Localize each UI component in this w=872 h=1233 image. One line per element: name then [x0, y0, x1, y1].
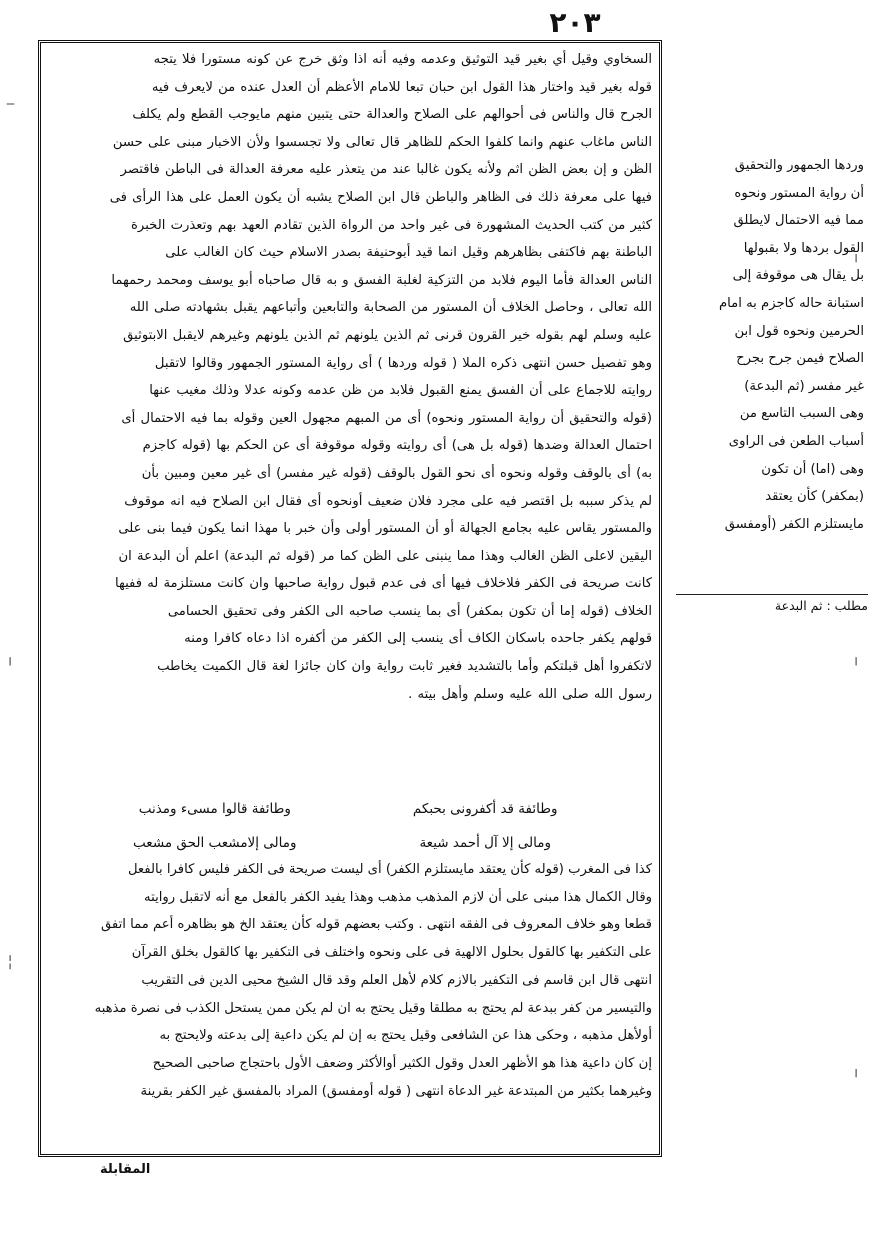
text-line: أولأهل مذهبه ، وحكى هذا عن الشافعى وقيل يحتج به إن لم يكن داعية إلى بدعته ولايحتج به: [159, 1028, 652, 1044]
margin-heading-note: مطلب : ثم البدعة: [774, 598, 868, 613]
text-line: (قوله والتحقيق أن رواية المستور ونحوه) أى من المبهم مجهول العين وقوله بما فيه الاحتمال أى: [121, 410, 652, 426]
margin-line: مما فيه الاحتمال لايطلق: [733, 213, 864, 229]
main-text-block: [46, 46, 652, 708]
text-line: احتمال العدالة وضدها (قوله بل هى) أى روايته وقوله موقوفة أى عن الحكم بها (قوله كاجزم: [142, 438, 652, 454]
text-line: الباطنة بهم فاكتفى بظاهرهم وقيل انما قيد أبوحنيفة بصدر الاسلام حيث كان الغالب على: [165, 245, 652, 261]
text-line: فيها على معرفة ذلك فى الظاهر والباطن قال ابن الصلاح يشبه أن يكون العمل على هذا الرأى فى: [109, 189, 652, 205]
text-line: الخلاف (قوله إما أن تكون بمكفر) أى بما ينسب صاحبه الى الكفر وفى تحقيق الحسامى: [167, 603, 652, 619]
margin-line: بل يقال هى موقوفة إلى: [732, 268, 864, 284]
text-line: إن كان داعية هذا هو الأظهر العدل وقول الكثير أوالأكثر وضعف الأول باحتجاج صاحبى الصحيح: [152, 1055, 652, 1071]
text-line: الله تعالى ، وحاصل الخلاف أن المستور من الصحابة والتابعين وأتباعهم يقبل بشهادته صلى الله: [129, 300, 652, 316]
margin-line: أن رواية المستور ونحوه: [734, 185, 864, 201]
text-line: وقال الكمال هذا مبنى على أن لازم المذهب مذهب وهذا يفيد الكفر بالفعل مع أنه لاتقبل روايته: [144, 889, 652, 905]
poem-verse: [90, 795, 610, 823]
margin-line: مايستلزم الكفر (أومفسق: [724, 516, 864, 532]
scan-mark: ╵: [852, 255, 861, 271]
margin-line: أسباب الطعن فى الراوى: [728, 433, 864, 449]
scan-mark: ‒: [6, 96, 15, 112]
margin-line: القول بردها ولا بقبولها: [743, 240, 864, 256]
catchword: المقابلة: [100, 1162, 151, 1177]
text-line: لم يذكر سببه بل اقتصر فيه على مجرد فلان ضعيف أونحوه أى فقال ابن الصلاح فيه انه موقوف: [124, 493, 652, 509]
scan-mark: ╎: [6, 955, 15, 971]
margin-line: وردها الجمهور والتحقيق: [734, 158, 864, 173]
text-line: وغيرهما بكثير من المبتدعة غير الدعاة انتهى ( قوله أومفسق) المراد بالمفسق غير الكفر بقرينة: [140, 1083, 652, 1099]
text-line: اليقين لاعلى الظن الغالب وهذا مما ينبنى على الظن كما مر (قوله ثم البدعة) اعلم أن البدعة ان: [118, 548, 652, 564]
text-line: كثير من كتب الحديث المشهورة فى غير واحد من الرواة الذين تقادم العهد بهم وتعذرت الخبرة: [131, 217, 652, 233]
margin-line: وهى السبب التاسع من: [739, 406, 864, 422]
main-text-continuation: [46, 856, 652, 1105]
text-line: الجرح قال والناس فى أحوالهم على الصلاح والعدالة حتى يتبين منهم مايوجب القطع ولم يكلف: [132, 107, 652, 123]
text-line: به) أى بالوقف وقوله ونحوه أى نحو القول بالوقف (قوله غير مفسر) أى غير معين ومبين بأن: [141, 465, 652, 481]
text-line: روايته للاجماع على أن الفسق يمنع القبول فلابد من ظن عدمه وكونه عدلا وذلك مغيب عنها: [149, 383, 652, 399]
text-line: لاتكفروا أهل قبلتكم وأما بالتشديد فغير ثابت رواية وان كان جائزا لغة قال الكميت يخاطب: [157, 659, 652, 675]
poem-hemistich-second: وطائفة قالوا مسىء ومذنب: [138, 801, 291, 817]
text-line: الناس العدالة فأما اليوم فلابد من التزكية لغلبة الفسق و به قال صاحباه أبو يوسف ومحمد رحمهما: [111, 272, 652, 288]
text-line: قطعا وهو خلاف المعروف فى الفقه انتهى . وكتب بعضهم قوله كأن يعتقد الخ هو بظاهره أعم مما اتفق: [100, 917, 652, 933]
text-line: قولهم يكفر جاحده باسكان الكاف أى ينسب إلى الكفر من أكفره اذا دعاه كافرا ومنه: [184, 631, 652, 647]
margin-text-block: [676, 152, 864, 538]
poem-block: [90, 795, 610, 857]
page-number: ٢٠٣: [549, 6, 601, 39]
text-line: الناس ماغاب عنهم وانما كلفوا الحكم للظاهر قال تعالى ولا تجسسوا ولأن الاخبار مبنى على حسن: [112, 134, 652, 150]
scan-mark: ╷: [6, 650, 15, 666]
text-line: قوله بغير قيد واختار هذا القول ابن حبان تبعا للامام الأعظم أن العدل عنده من لايعرف فيه: [151, 79, 652, 95]
text-line: عليه وسلم لهم بقوله خير القرون قرنى ثم الذين يلونهم ثم الذين يلونهم وغيرهم لايقبل الابتوثيق: [123, 327, 652, 343]
poem-hemistich-first: وطائفة قد أكفرونى بحبكم: [412, 801, 558, 817]
text-line: كانت صريحة فى الكفر فلاخلاف فيها أى فى عدم قبول رواية صاحبها وان كانت مستلزمة له ففيها: [114, 576, 652, 592]
margin-divider: [676, 594, 868, 595]
text-line: السخاوي وقيل أي بغير قيد التوثيق وعدمه وفيه أنه اذا وثق خرج عن كونه مستورا فلا يتجه: [153, 52, 652, 67]
text-line: انتهى قال ابن قاسم فى التكفير بالازم كلام لأهل العلم وقد قال الشيخ محيى الدين فى التقريب: [141, 972, 652, 988]
text-line: والمستور يقاس عليه بجامع الجهالة أو أن المستور أولى وأن خبر با مهذا انما يكون فيما بنى على: [118, 521, 652, 537]
margin-line: غير مفسر (ثم البدعة): [744, 378, 864, 394]
text-line: الظن و إن بعض الظن اثم ولأنه يكون غالبا عند من يتعذر عليه معرفة العدالة فى الباطن فاقتصر: [120, 162, 652, 178]
poem-hemistich-first: ومالى إلا آل أحمد شيعة: [419, 835, 551, 851]
text-line: والتيسير من كفر ببدعة لم يحتج به مطلقا وقيل يحتج به ان لم يكن ممن يستحل الكذب فى نصرة مذهبه: [94, 1000, 652, 1016]
text-line: على التكفير بها كالقول بحلول الالهية فى على ونحوه واختلف فى التكفير بها كالقول بخلق القرآن: [131, 945, 652, 961]
margin-line: (بمكفر) كأن يعتقد: [765, 489, 864, 505]
text-line: وهو تفصيل حسن انتهى ذكره الملا ( قوله وردها ) أى رواية المستور الجمهور وقالوا لاتقبل: [154, 355, 652, 371]
margin-line: استبانة حاله كاجزم به امام: [719, 295, 864, 311]
scan-mark: ╵: [852, 1070, 861, 1086]
text-line: رسول الله صلى الله عليه وسلم وأهل بيته .: [408, 686, 652, 702]
scan-mark: ╷: [852, 650, 861, 666]
margin-line: الصلاح فيمن جرح بجرح: [736, 351, 864, 367]
poem-verse: [90, 829, 610, 857]
margin-line: الحرمين ونحوه قول ابن: [734, 323, 864, 339]
poem-hemistich-second: ومالى إلامشعب الحق مشعب: [133, 835, 297, 851]
text-line: كذا فى المغرب (قوله كأن يعتقد مايستلزم الكفر) أى ليست صريحة فى الكفر فليس كافرا بالفعل: [127, 862, 652, 877]
margin-line: وهى (اما) أن تكون: [761, 461, 864, 477]
